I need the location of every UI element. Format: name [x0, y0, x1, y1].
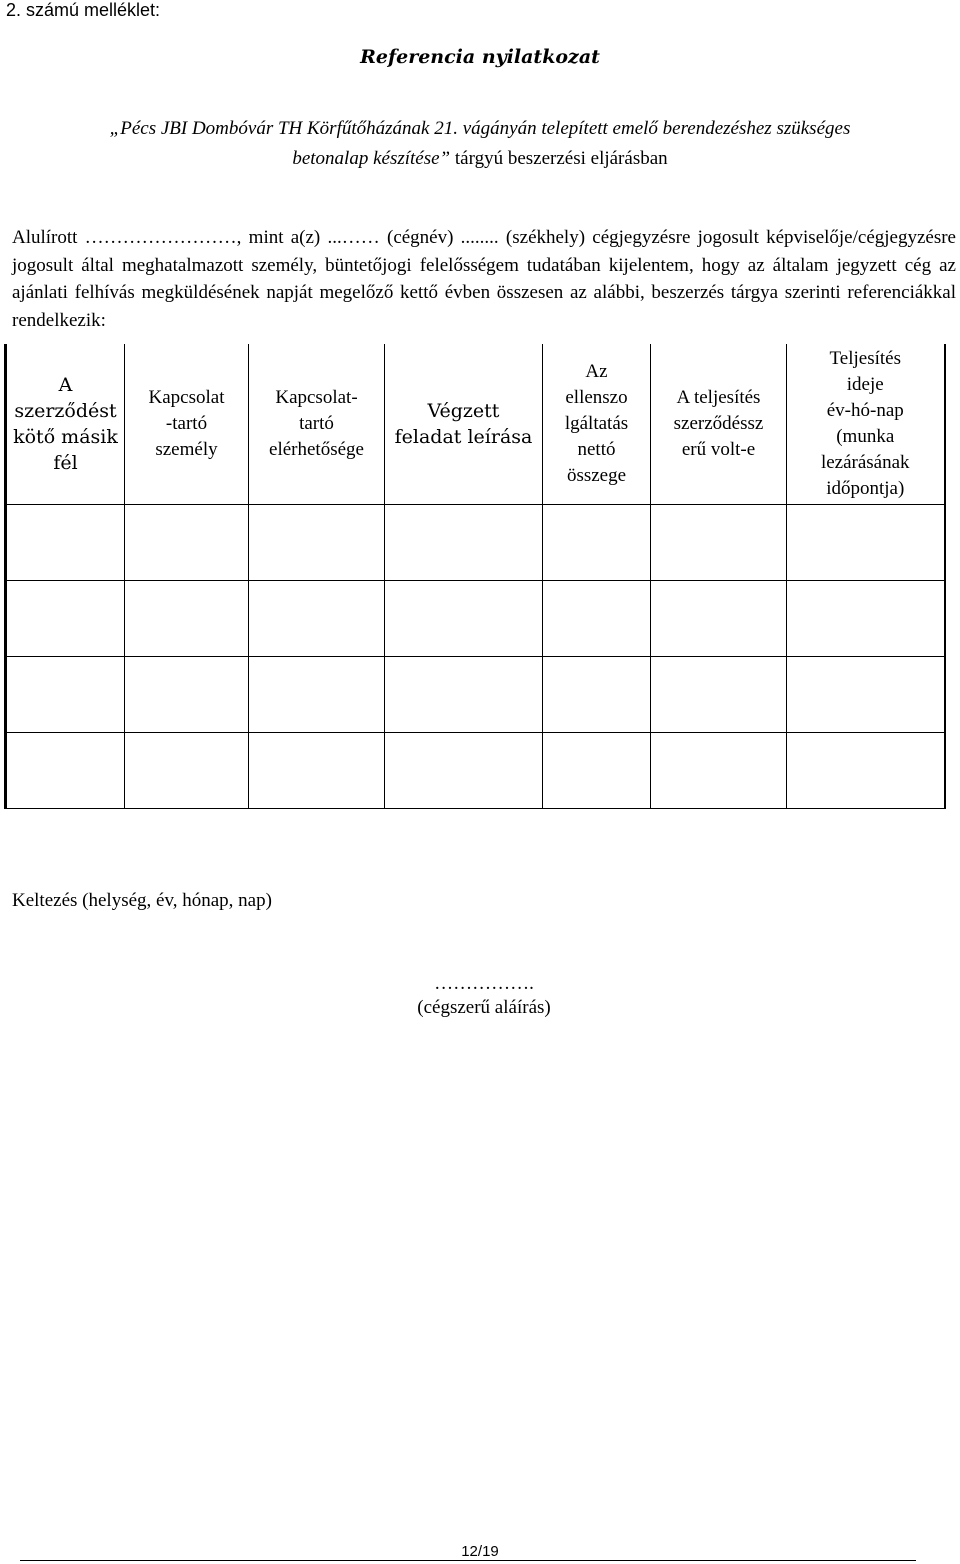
signature-label: (cégszerű aláírás): [417, 997, 551, 1018]
table-cell-completion-date: [787, 580, 945, 656]
signature-block: [394, 972, 574, 1020]
header-line: A teljesítés: [676, 386, 761, 408]
table-cell-task-description: [385, 580, 543, 656]
header-line: év-hó-nap: [826, 399, 904, 421]
table-cell-completion-date: [787, 656, 945, 732]
table-cell-contract-compliance: [651, 504, 787, 580]
header-completion-date: [787, 344, 945, 504]
header-line: A: [58, 373, 73, 396]
header-line: lgáltatás: [564, 412, 629, 434]
place-date-label: Keltezés (helység, év, hónap, nap): [12, 890, 272, 911]
header-line: Kapcsolat-: [275, 386, 358, 408]
table-cell-counterparty: [6, 580, 125, 656]
header-line: Végzett: [427, 399, 500, 422]
table-cell-net-amount: [543, 504, 651, 580]
procurement-subject: [0, 114, 960, 174]
table-cell-contact-person: [125, 656, 249, 732]
header-line: feladat leírása: [394, 425, 533, 448]
table-cell-contact-details: [249, 504, 385, 580]
page-number: 12/19: [461, 1543, 499, 1560]
signature-dots: …………….: [434, 973, 534, 994]
table-cell-task-description: [385, 732, 543, 808]
table-cell-contact-details: [249, 732, 385, 808]
header-contact-person: [125, 344, 249, 504]
table-cell-completion-date: [787, 732, 945, 808]
subject-line-2-rest: tárgyú beszerzési eljárásban: [450, 148, 668, 169]
reference-table-body: [6, 344, 945, 808]
table-cell-net-amount: [543, 580, 651, 656]
subject-line-2: [0, 144, 960, 174]
header-line: lezárásának: [820, 451, 910, 473]
header-line: erű volt-e: [681, 438, 756, 460]
header-line: Teljesítés: [829, 347, 901, 369]
header-counterparty: [6, 344, 125, 504]
header-contract-compliance: [651, 344, 787, 504]
header-net-amount: [543, 344, 651, 504]
footer-rule: [20, 1560, 916, 1561]
header-line: Kapcsolat: [148, 386, 225, 408]
table-cell-contact-person: [125, 504, 249, 580]
header-task-description: [385, 344, 543, 504]
subject-line-2-italic: betonalap készítése”: [292, 148, 451, 169]
annex-label: 2. számú melléklet:: [6, 0, 161, 20]
table-cell-counterparty: [6, 504, 125, 580]
table-row: [6, 580, 945, 656]
table-header-row: [6, 344, 945, 504]
table-cell-task-description: [385, 504, 543, 580]
header-line: szerződést: [14, 399, 117, 422]
table-row: [6, 732, 945, 808]
header-line: tartó: [299, 412, 334, 434]
table-cell-net-amount: [543, 656, 651, 732]
table-cell-completion-date: [787, 504, 945, 580]
table-cell-contact-person: [125, 580, 249, 656]
header-line: -tartó: [165, 412, 208, 434]
table-cell-contract-compliance: [651, 656, 787, 732]
table-cell-counterparty: [6, 732, 125, 808]
table-row: [6, 656, 945, 732]
declaration-paragraph: Alulírott ……………………, mint a(z) ...…… (cégnév) ........ (székhely) cégjegyzésre jogosult képviselője/cégjegyzésre jogosult által meghatalmazott személy, büntetőjogi felelősségem tudatában kijelentem, hogy az általam jegyzett cég az ajánlati felhívás megküldésének napját megelőző kettő évben összesen az alábbi, beszerzés tárgya szerinti referenciákkal rendelkezik:: [12, 227, 956, 331]
header-line: ellenszo: [565, 386, 628, 408]
table-cell-net-amount: [543, 732, 651, 808]
header-contact-details: [249, 344, 385, 504]
header-line: (munka: [836, 425, 895, 447]
document-title: Referencia nyilatkozat: [360, 46, 600, 68]
table-cell-contact-person: [125, 732, 249, 808]
table-cell-contract-compliance: [651, 580, 787, 656]
header-line: fél: [53, 451, 78, 474]
header-line: nettó: [577, 438, 616, 460]
header-line: ideje: [846, 373, 884, 395]
table-cell-contract-compliance: [651, 732, 787, 808]
header-line: összege: [566, 464, 627, 486]
table-cell-counterparty: [6, 656, 125, 732]
table-cell-contact-details: [249, 580, 385, 656]
header-line: Az: [585, 360, 608, 382]
subject-line-1: „Pécs JBI Dombóvár TH Körfűtőházának 21. vágányán telepített emelő berendezéshez szükséges: [109, 118, 851, 139]
table-row: [6, 504, 945, 580]
header-line: személy: [155, 438, 218, 460]
table-cell-task-description: [385, 656, 543, 732]
reference-table: [4, 344, 946, 809]
header-line: kötő másik: [13, 425, 118, 448]
header-line: elérhetősége: [269, 438, 364, 460]
header-line: szerződéssz: [673, 412, 764, 434]
table-cell-contact-details: [249, 656, 385, 732]
header-line: időpontja): [826, 477, 905, 499]
